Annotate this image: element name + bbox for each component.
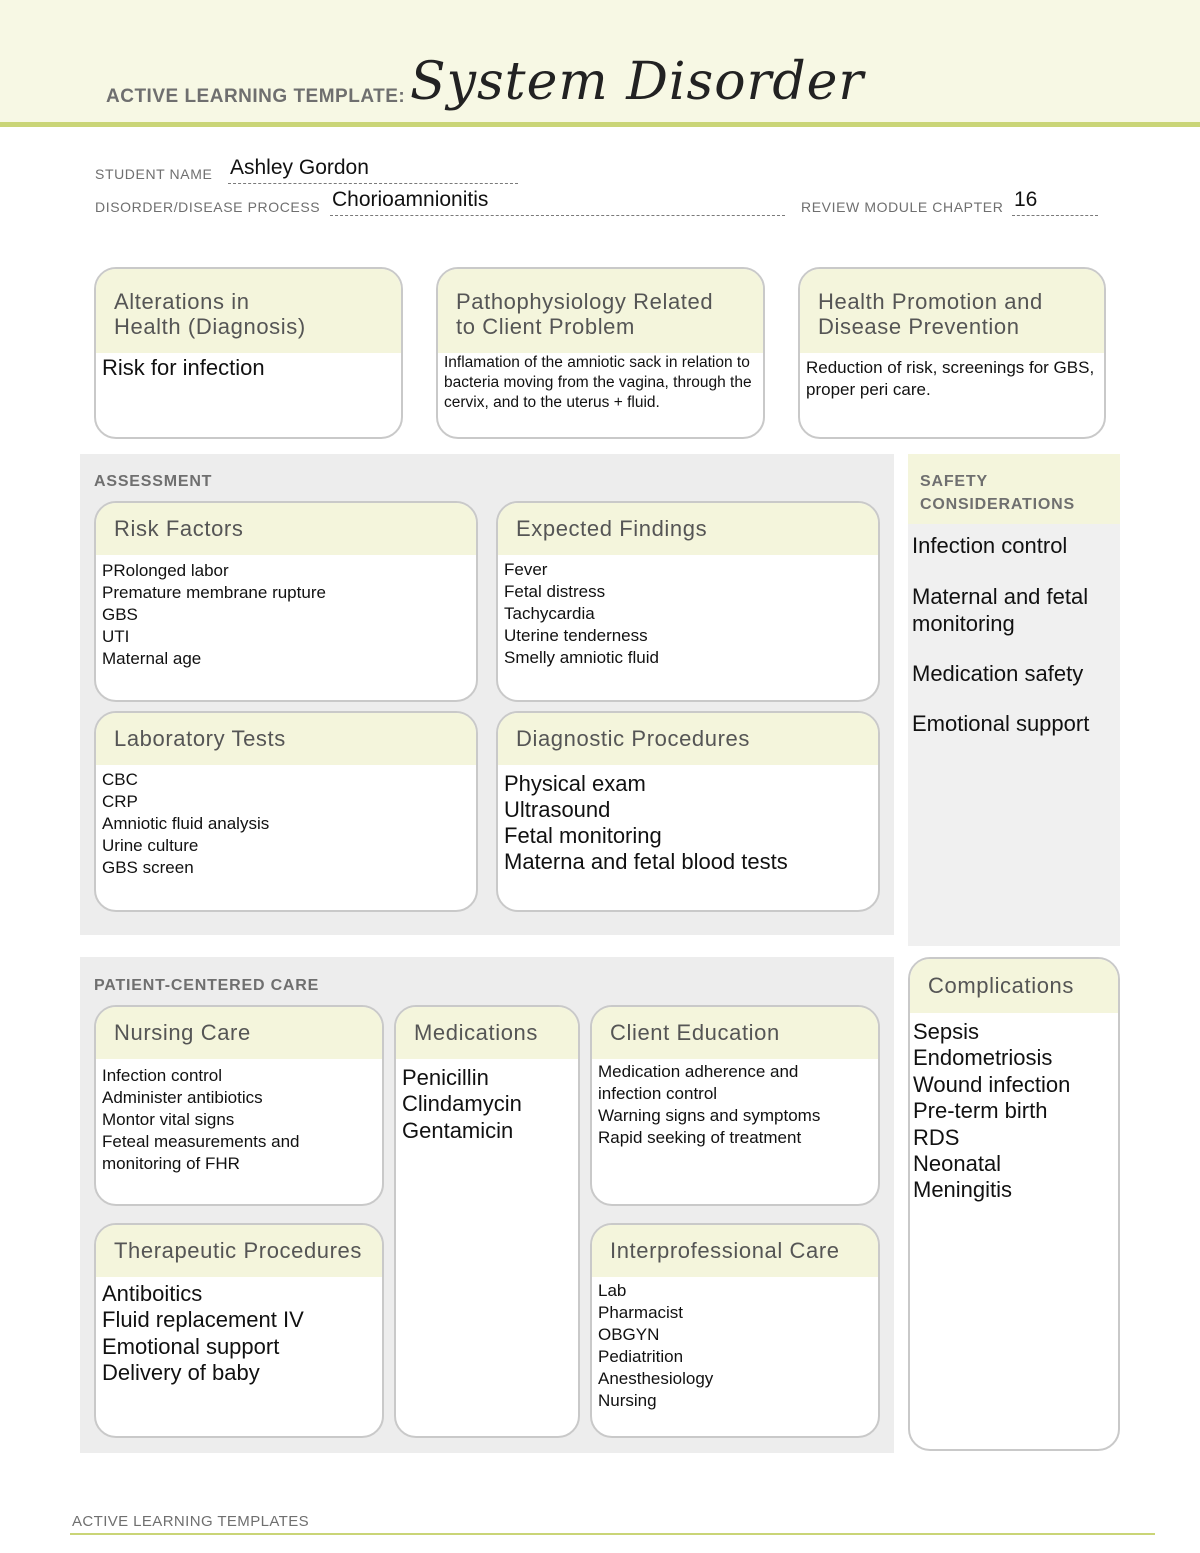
therapeutic-procedures-card (94, 1223, 384, 1438)
therapeutic-procedures-title: Therapeutic Procedures (96, 1225, 382, 1277)
template-label: ACTIVE LEARNING TEMPLATE: (106, 86, 406, 107)
safety-item: Medication safety (912, 661, 1084, 687)
expected-findings-title: Expected Findings (498, 503, 878, 555)
client-education-body: Medication adherence and infection control Warning signs and symptoms Rapid seeking of treatment (598, 1062, 821, 1148)
pathophysiology-title: Pathophysiology Related to Client Problem (438, 269, 763, 353)
risk-factors-title: Risk Factors (96, 503, 476, 555)
pathophysiology-card (436, 267, 765, 439)
alterations-body: Risk for infection (102, 355, 265, 380)
safety-item: Maternal and fetal monitoring (912, 583, 1089, 636)
diagnostic-procedures-title: Diagnostic Procedures (498, 713, 878, 765)
therapeutic-procedures-body: Antiboitics Fluid replacement IV Emotional support Delivery of baby (102, 1281, 304, 1386)
nursing-care-title: Nursing Care (96, 1007, 382, 1059)
health-promotion-title: Health Promotion and Disease Prevention (800, 269, 1104, 353)
complications-title: Complications (910, 959, 1118, 1013)
student-name-label: STUDENT NAME (95, 166, 213, 182)
alterations-title: Alterations in Health (Diagnosis) (96, 269, 401, 353)
chapter-field[interactable] (1012, 188, 1098, 216)
interprofessional-care-title: Interprofessional Care (592, 1225, 878, 1277)
expected-findings-body: Fever Fetal distress Tachycardia Uterine tenderness Smelly amniotic fluid (504, 560, 659, 668)
laboratory-tests-body: CBC CRP Amniotic fluid analysis Urine culture GBS screen (102, 770, 270, 878)
complications-card (908, 957, 1120, 1451)
safety-item: Infection control (912, 533, 1068, 559)
alterations-card (94, 267, 403, 439)
patient-care-label: PATIENT-CENTERED CARE (94, 977, 320, 994)
nursing-care-card (94, 1005, 384, 1206)
laboratory-tests-card (94, 711, 478, 912)
header-rule (0, 122, 1200, 127)
medications-body: Penicillin Clindamycin Gentamicin (402, 1065, 522, 1143)
health-promotion-body: Reduction of risk, screenings for GBS, proper peri care. (806, 358, 1095, 400)
client-education-card (590, 1005, 880, 1206)
pathophysiology-body: Inflamation of the amniotic sack in relation to bacteria moving from the vagina, through the cervix, and to the uterus + fluid. (444, 354, 752, 411)
interprofessional-care-body: Lab Pharmacist OBGYN Pediatrition Anesthesiology Nursing (598, 1281, 714, 1411)
complications-body: Sepsis Endometriosis Wound infection Pre-term birth RDS Neonatal Meningitis (913, 1019, 1071, 1203)
medications-title: Medications (396, 1007, 578, 1059)
interprofessional-care-card (590, 1223, 880, 1438)
safety-label: SAFETY CONSIDERATIONS (908, 454, 1120, 524)
diagnostic-procedures-body: Physical exam Ultrasound Fetal monitoring Materna and fetal blood tests (504, 771, 788, 874)
safety-list (908, 524, 1120, 737)
safety-panel (908, 454, 1120, 946)
student-name-value: Ashley Gordon (230, 156, 369, 179)
chapter-label: REVIEW MODULE CHAPTER (801, 199, 1004, 215)
risk-factors-body: PRolonged labor Premature membrane rupture GBS UTI Maternal age (102, 561, 326, 669)
footer-rule (70, 1533, 1155, 1535)
expected-findings-card (496, 501, 880, 702)
risk-factors-card (94, 501, 478, 702)
laboratory-tests-title: Laboratory Tests (96, 713, 476, 765)
disorder-label: DISORDER/DISEASE PROCESS (95, 199, 321, 215)
disorder-value: Chorioamnionitis (332, 188, 489, 211)
chapter-value: 16 (1014, 188, 1038, 211)
footer-label: ACTIVE LEARNING TEMPLATES (72, 1513, 309, 1530)
health-promotion-card (798, 267, 1106, 439)
disorder-field[interactable] (330, 188, 785, 216)
student-name-field[interactable] (228, 156, 518, 184)
medications-card (394, 1005, 580, 1438)
assessment-label: ASSESSMENT (94, 473, 213, 490)
nursing-care-body: Infection control Administer antibiotics Montor vital signs Feteal measurements and monitoring of FHR (102, 1066, 300, 1174)
template-title: System Disorder (410, 52, 865, 112)
diagnostic-procedures-card (496, 711, 880, 912)
client-education-title: Client Education (592, 1007, 878, 1059)
safety-item: Emotional support (912, 711, 1090, 737)
